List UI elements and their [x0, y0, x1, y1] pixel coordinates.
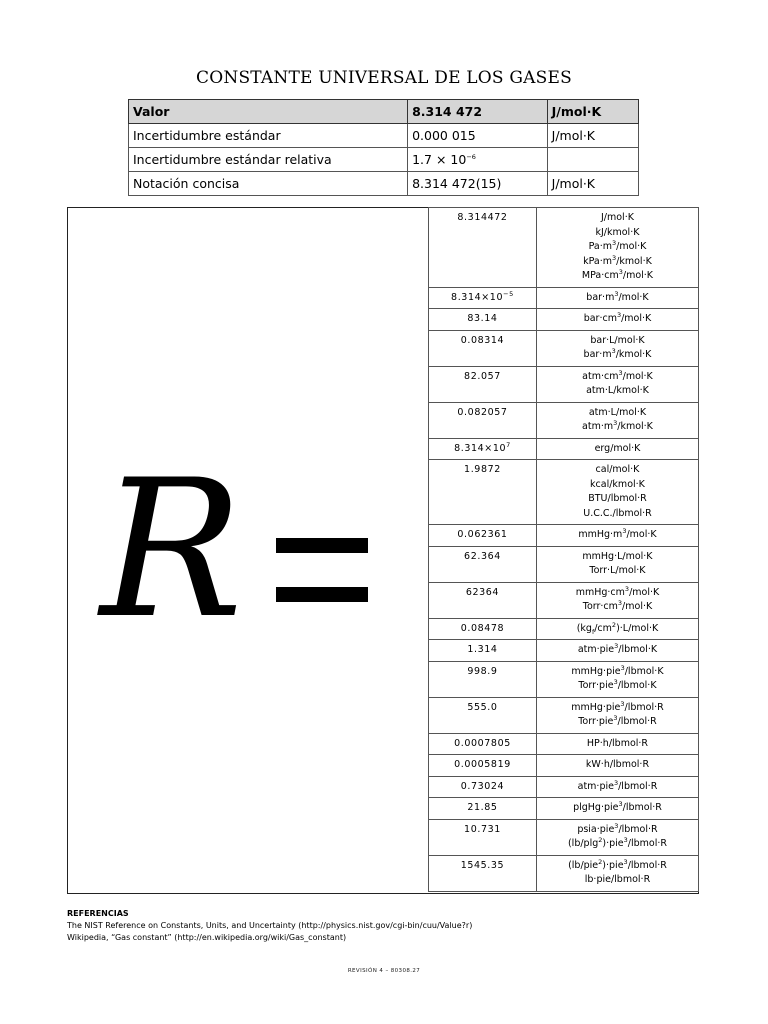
- conversion-value: 998.9: [429, 661, 537, 697]
- conversion-value: 0.08314: [429, 330, 537, 366]
- conversion-row: [429, 208, 699, 288]
- conversion-units: [536, 697, 698, 733]
- conversion-row: [429, 525, 699, 547]
- conversion-row: [429, 733, 699, 755]
- conversion-units: [536, 755, 698, 777]
- unit-line: (lb/pie$^2$)·pie$^3$/lbmol·R: [568, 857, 667, 871]
- conversion-units: [536, 618, 698, 640]
- conversion-value: 10.731: [429, 819, 537, 855]
- summary-row: [129, 124, 639, 148]
- summary-value-exponent: −6: [466, 152, 476, 161]
- conversion-row: [429, 855, 699, 891]
- unit-line: Torr·pie$^3$/lbmol·K: [578, 677, 657, 691]
- unit-line: $(kg_f/cm^2)\cdot L/mol\cdot K$: [576, 620, 659, 636]
- unit-line: Torr·L/mol·K: [589, 565, 646, 576]
- conversion-table: [428, 207, 699, 892]
- equals-bar-top: [276, 538, 368, 553]
- unit-line: atm·pie$^3$/lbmol·R: [577, 778, 658, 792]
- equals-sign: [276, 538, 368, 602]
- conversion-row: [429, 309, 699, 331]
- gas-constant-symbol: R: [100, 439, 244, 660]
- conversion-value: 0.73024: [429, 776, 537, 798]
- conversion-units: [536, 640, 698, 662]
- conversion-row: [429, 460, 699, 525]
- summary-unit: J/mol·K: [547, 100, 638, 124]
- conversion-value: 83.14: [429, 309, 537, 331]
- unit-line: U.C.C./lbmol·R: [583, 507, 652, 519]
- conversion-value: 0.062361: [429, 525, 537, 547]
- summary-value-base: 1.7 × 10: [412, 152, 467, 167]
- unit-line: $atm\cdot m^3/kmol\cdot K$: [582, 418, 653, 432]
- references-heading: REFERENCIAS: [67, 909, 129, 918]
- summary-unit: [547, 148, 638, 172]
- conversion-value: $8.314\times 10^{-5}$: [429, 287, 537, 309]
- conversion-units: [536, 582, 698, 618]
- unit-line: kcal/kmol·K: [590, 478, 645, 490]
- conversion-units: [536, 855, 698, 891]
- conversion-units: [536, 819, 698, 855]
- conversion-units: [536, 208, 698, 288]
- conversion-units: [536, 733, 698, 755]
- unit-line: $mmHg\cdot m^3/mol\cdot K$: [578, 526, 657, 540]
- conversion-row: [429, 819, 699, 855]
- constant-summary-table: [128, 99, 639, 196]
- unit-line: kJ/kmol·K: [595, 226, 640, 238]
- conversion-row: [429, 402, 699, 438]
- unit-line: mmHg·pie$^3$/lbmol·R: [571, 699, 664, 713]
- unit-line: atm·pie$^3$/lbmol·K: [577, 641, 658, 655]
- unit-line: kW·h/lbmol·R: [585, 759, 650, 770]
- unit-line: Torr·pie$^3$/lbmol·R: [578, 713, 657, 727]
- revision-note: REVISIÓN 4 – 80308.27: [347, 968, 421, 974]
- conversion-units: [536, 798, 698, 820]
- unit-line: $mmHg\cdot cm^3/mol\cdot K$: [575, 584, 660, 598]
- conversion-value: 1.314: [429, 640, 537, 662]
- conversion-row: [429, 366, 699, 402]
- unit-line: $Pa\cdot m^3/mol\cdot K$: [588, 238, 647, 252]
- summary-value: 0.000 015: [408, 124, 548, 148]
- conversion-units: [536, 776, 698, 798]
- summary-label: Incertidumbre estándar relativa: [129, 148, 408, 172]
- conversion-row: [429, 618, 699, 640]
- unit-line: $bar\cdot m^3/kmol\cdot K$: [583, 346, 652, 360]
- conversion-units: [536, 525, 698, 547]
- reference-item: Wikipedia, “Gas constant” (http://en.wikipedia.org/wiki/Gas_constant): [67, 933, 347, 942]
- conversion-row: [429, 330, 699, 366]
- unit-line: $Torr\cdot cm^3/mol\cdot K$: [582, 598, 653, 612]
- conversion-value: 1545.35: [429, 855, 537, 891]
- conversion-units: [536, 438, 698, 460]
- conversion-value: 8.314472: [429, 208, 537, 288]
- summary-unit: J/mol·K: [547, 172, 638, 196]
- unit-line: plgHg·pie$^3$/lbmol·R: [573, 799, 662, 813]
- summary-label: Notación concisa: [129, 172, 408, 196]
- conversion-row: [429, 755, 699, 777]
- unit-line: bar·L/mol·K: [590, 334, 645, 346]
- unit-line: J/mol·K: [600, 212, 634, 223]
- unit-line: erg/mol·K: [594, 442, 641, 454]
- conversion-value: 21.85: [429, 798, 537, 820]
- conversion-units: [536, 402, 698, 438]
- unit-line: HP·h/lbmol·R: [586, 737, 649, 749]
- conversion-value: 555.0: [429, 697, 537, 733]
- reference-item: The NIST Reference on Constants, Units, and Uncertainty (http://physics.nist.gov/cgi-bin/cuu/Value?r): [67, 921, 473, 930]
- conversion-row: [429, 776, 699, 798]
- unit-line: BTU/lbmol·R: [588, 493, 647, 504]
- conversion-value: 82.057: [429, 366, 537, 402]
- conversion-row: [429, 582, 699, 618]
- conversion-row: [429, 287, 699, 309]
- unit-line: atm·L/kmol·K: [586, 385, 649, 396]
- unit-line: $MPa\cdot cm^3/mol\cdot K$: [581, 267, 654, 281]
- summary-label: Incertidumbre estándar: [129, 124, 408, 148]
- summary-unit: J/mol·K: [547, 124, 638, 148]
- conversion-value: 0.0007805: [429, 733, 537, 755]
- summary-row: [129, 100, 639, 124]
- summary-value: 8.314 472(15): [408, 172, 548, 196]
- unit-line: $kPa\cdot m^3/kmol\cdot K$: [583, 253, 652, 267]
- summary-label: Valor: [129, 100, 408, 124]
- conversion-units: [536, 366, 698, 402]
- conversion-value: 0.082057: [429, 402, 537, 438]
- conversion-value: 1.9872: [429, 460, 537, 525]
- conversion-row: [429, 798, 699, 820]
- conversion-row: [429, 546, 699, 582]
- conversion-units: [536, 460, 698, 525]
- references: [67, 908, 472, 944]
- summary-row: [129, 172, 639, 196]
- conversion-units: [536, 287, 698, 309]
- conversion-value: 62364: [429, 582, 537, 618]
- unit-line: lb·pie/lbmol·R: [584, 874, 651, 885]
- conversion-value: 0.08478: [429, 618, 537, 640]
- equals-bar-bottom: [276, 587, 368, 602]
- unit-line: atm·L/mol·K: [588, 406, 647, 418]
- conversion-value: 62.364: [429, 546, 537, 582]
- conversion-units: [536, 546, 698, 582]
- conversion-row: [429, 438, 699, 460]
- conversion-units: [536, 330, 698, 366]
- conversion-value: $8.314\times 10^7$: [429, 438, 537, 460]
- unit-line: $atm\cdot cm^3/mol\cdot K$: [582, 368, 653, 382]
- unit-line: mmHg·L/mol·K: [582, 550, 653, 562]
- unit-line: cal/mol·K: [595, 464, 640, 475]
- summary-row: [129, 148, 639, 172]
- conversion-units: [536, 309, 698, 331]
- summary-value: 8.314 472: [408, 100, 548, 124]
- conversion-row: [429, 697, 699, 733]
- conversion-row: [429, 661, 699, 697]
- unit-line: psia·pie$^3$/lbmol·R: [577, 821, 658, 835]
- conversion-units: [536, 661, 698, 697]
- unit-line: (lb/plg$^2$)·pie$^3$/lbmol·R: [567, 835, 667, 849]
- unit-line: $bar\cdot cm^3/mol\cdot K$: [583, 310, 652, 324]
- unit-line: mmHg·pie$^3$/lbmol·K: [571, 663, 664, 677]
- page-title: CONSTANTE UNIVERSAL DE LOS GASES: [196, 68, 572, 88]
- conversion-value: 0.0005819: [429, 755, 537, 777]
- summary-value: [408, 148, 548, 172]
- unit-line: $bar\cdot m^3/mol\cdot K$: [586, 289, 649, 303]
- conversion-row: [429, 640, 699, 662]
